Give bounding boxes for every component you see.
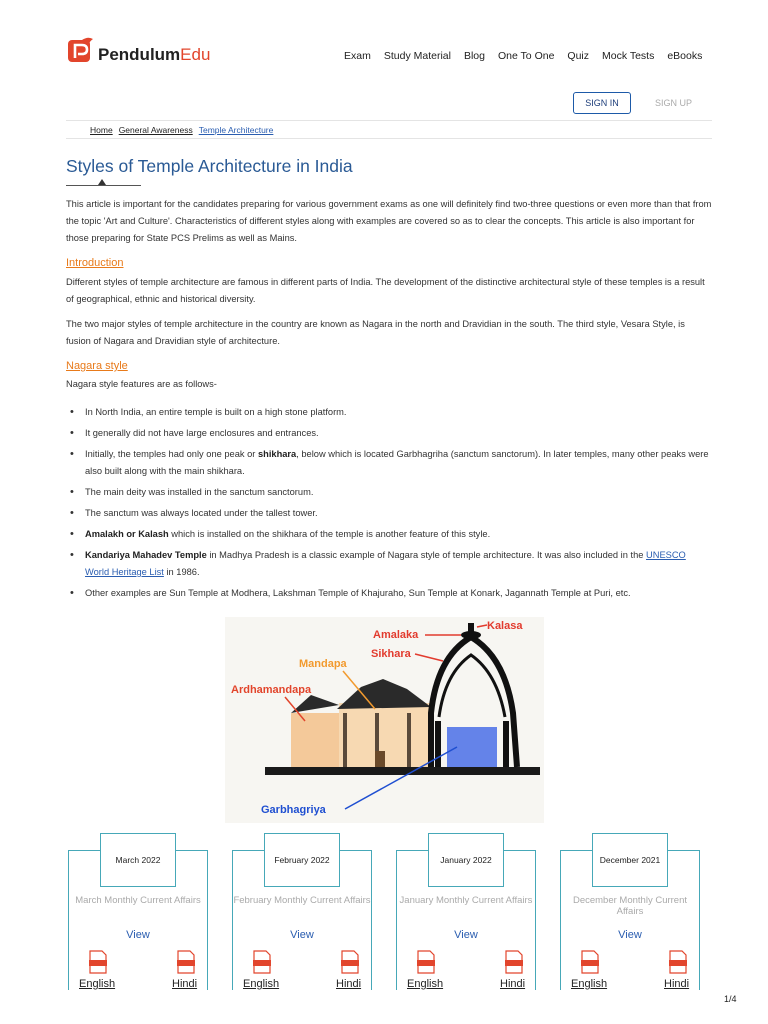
view-link[interactable]: View [454, 929, 478, 941]
heading-nagara-style[interactable]: Nagara style [66, 360, 128, 372]
pdf-icon[interactable] [504, 950, 524, 974]
hindi-link[interactable]: Hindi [336, 978, 362, 990]
introduction-paragraph-2: The two major styles of temple architecture in the country are known as Nagara in the north and Dravidian in the south. The third style, Vesara Style, is fusion of Nagara and Dravidian style of architecture. [66, 319, 685, 346]
pdf-icon[interactable] [580, 950, 600, 974]
nav-one-to-one[interactable]: One To One [497, 50, 555, 62]
breadcrumb-temple-architecture[interactable]: Temple Architecture [198, 125, 274, 135]
pdf-icon[interactable] [88, 950, 108, 974]
view-link[interactable]: View [290, 929, 314, 941]
heading-introduction[interactable]: Introduction [66, 257, 124, 269]
nagara-lead: Nagara style features are as follows- [66, 379, 217, 389]
nav-mock-tests[interactable]: Mock Tests [602, 50, 655, 62]
pdf-icon[interactable] [416, 950, 436, 974]
main-nav [344, 50, 715, 62]
introduction-paragraph-1: Different styles of temple architecture are famous in different parts of India. The development of the distinctive architectural style of these temples is a result of geographical, ethnic and historical diversity. [66, 277, 705, 304]
page-number: 1/4 [724, 994, 737, 1004]
english-link[interactable]: English [407, 978, 444, 990]
intro-paragraph: This article is important for the candidates preparing for various government exams as one will definitely find two-three questions or even more than that from the topic 'Art and Culture'. Characteristics of different styles along with examples are covered so as to clear the concepts. This article is also important for those preparing for State PCS Prelims as well as Mains. [66, 199, 712, 243]
view-link[interactable]: View [126, 929, 150, 941]
hindi-link[interactable]: Hindi [172, 978, 198, 990]
nav-exam[interactable]: Exam [344, 50, 371, 62]
sign-in-button[interactable]: SIGN IN [573, 92, 631, 114]
nav-blog[interactable]: Blog [463, 50, 485, 62]
label-amalaka: Amalaka [373, 629, 419, 641]
title-underline [66, 185, 141, 186]
label-sikhara: Sikhara [371, 648, 411, 660]
label-mandapa: Mandapa [299, 658, 347, 670]
list-item: • It generally did not have large enclosures and entrances. [66, 425, 712, 442]
view-link[interactable]: View [618, 929, 642, 941]
nav-quiz[interactable]: Quiz [567, 50, 590, 62]
page-title: Styles of Temple Architecture in India [66, 156, 353, 176]
header-divider [66, 120, 712, 121]
list-item: • Initially, the temples had only one peak or shikhara, below which is located Garbhagriha (sanctum sanctorum). In later temples, many other peaks were also built along with the main shikhara. [66, 446, 712, 480]
nav-study-material[interactable]: Study Material [383, 50, 451, 62]
nagara-features-list [66, 404, 712, 606]
card-month: January 2022 [428, 833, 504, 887]
list-item: • Amalakh or Kalash which is installed on the shikhara of the temple is another feature of this style. [66, 526, 712, 543]
sign-up-button[interactable]: SIGN UP [655, 98, 693, 108]
list-item: • In North India, an entire temple is built on a high stone platform. [66, 404, 712, 421]
card-description: December Monthly Current Affairs [572, 895, 688, 917]
nav-ebooks[interactable]: eBooks [667, 50, 703, 62]
pendulum-logo-icon [66, 36, 96, 66]
english-link[interactable]: English [243, 978, 280, 990]
list-item: • Kandariya Mahadev Temple in Madhya Pradesh is a classic example of Nagara style of temple architecture. It was also included in the UNESCO World Heritage List in 1986. [66, 547, 712, 581]
hindi-link[interactable]: Hindi [500, 978, 526, 990]
label-kalasa: Kalasa [487, 620, 523, 632]
brand-name: PendulumEdu [98, 45, 211, 64]
pdf-icon[interactable] [252, 950, 272, 974]
label-ardhamandapa: Ardhamandapa [231, 684, 312, 696]
breadcrumb-divider [66, 138, 712, 139]
card-description: January Monthly Current Affairs [399, 895, 533, 906]
hindi-link[interactable]: Hindi [664, 978, 690, 990]
nagara-temple-diagram [225, 617, 544, 823]
breadcrumb [90, 125, 273, 135]
label-garbhagriya: Garbhagriya [261, 804, 326, 816]
card-month: March 2022 [100, 833, 176, 887]
breadcrumb-general-awareness[interactable]: General Awareness [118, 125, 193, 135]
breadcrumb-home[interactable]: Home [90, 125, 113, 135]
list-item: • The sanctum was always located under the tallest tower. [66, 505, 712, 522]
pdf-icon[interactable] [176, 950, 196, 974]
english-link[interactable]: English [79, 978, 116, 990]
list-item: • The main deity was installed in the sanctum sanctorum. [66, 484, 712, 501]
brand-logo[interactable] [66, 36, 210, 66]
unesco-link[interactable]: UNESCO World Heritage List [85, 550, 686, 577]
card-description: March Monthly Current Affairs [75, 895, 201, 906]
card-month: February 2022 [264, 833, 340, 887]
pdf-icon[interactable] [668, 950, 688, 974]
card-month: December 2021 [592, 833, 668, 887]
pdf-icon[interactable] [340, 950, 360, 974]
english-link[interactable]: English [571, 978, 608, 990]
card-description: February Monthly Current Affairs [233, 895, 371, 906]
list-item: • Other examples are Sun Temple at Modhera, Lakshman Temple of Khajuraho, Sun Temple at Konark, Jagannath Temple at Puri, etc. [66, 585, 712, 602]
